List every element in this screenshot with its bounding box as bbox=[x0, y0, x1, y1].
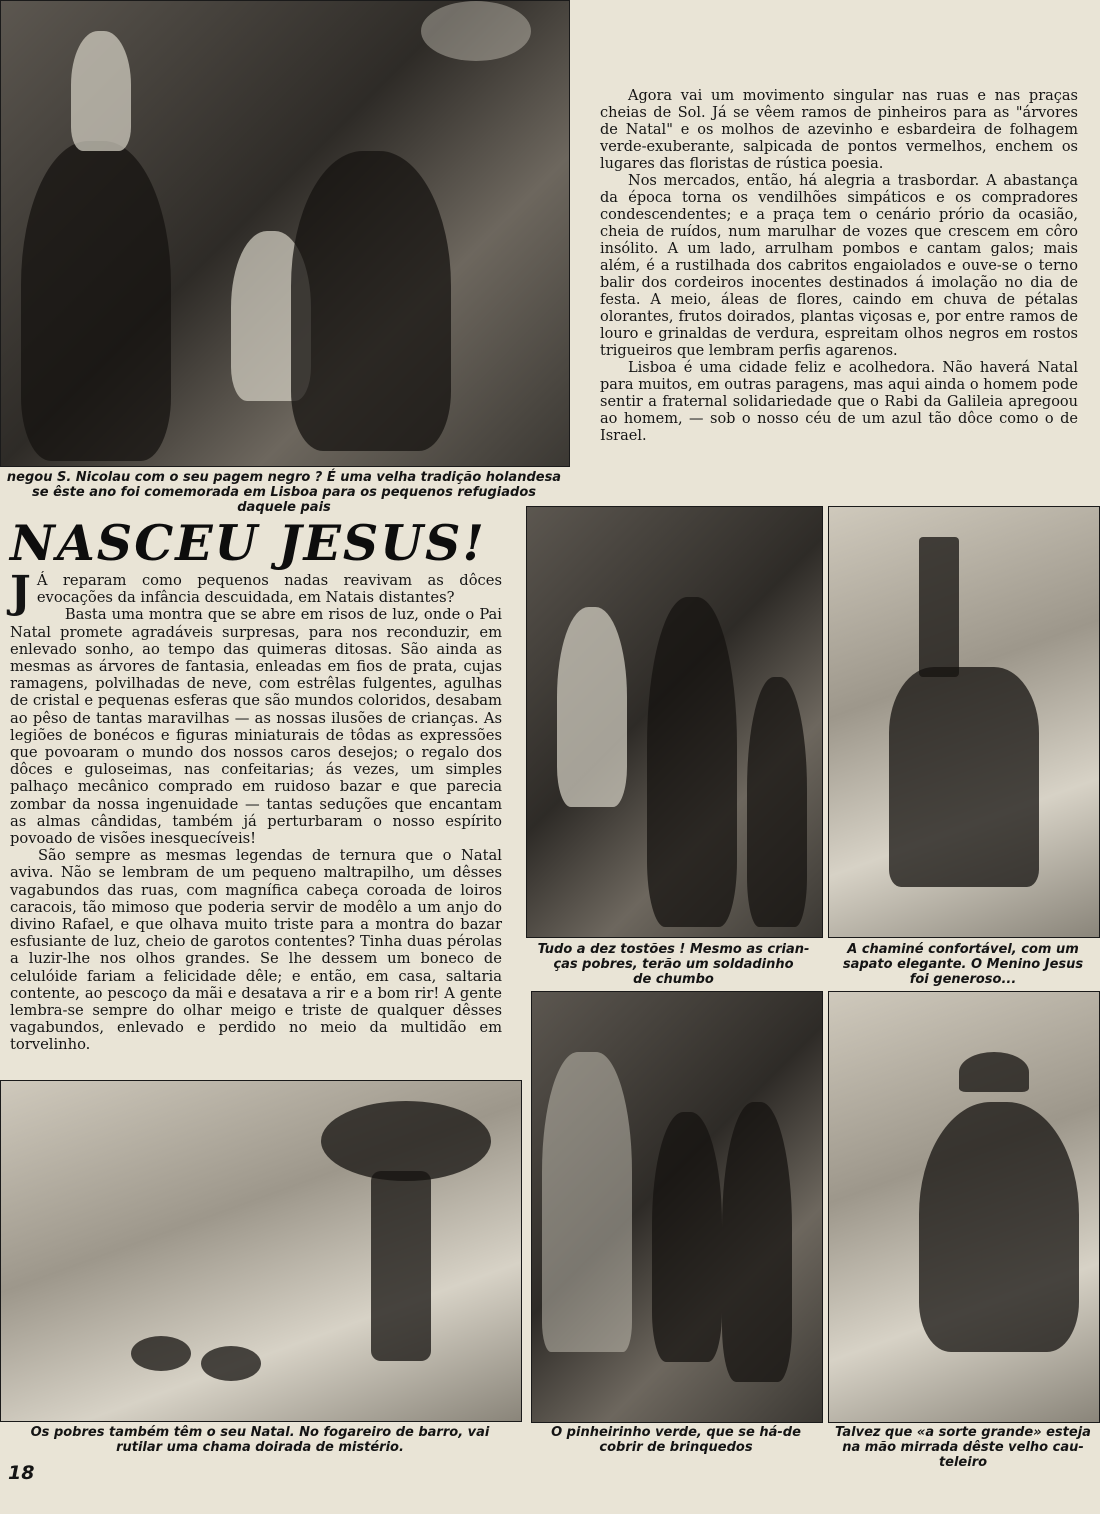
caption-stove: A chaminé confortável, com um sapato elegante. O Menino Jesus foi generoso... bbox=[842, 942, 1084, 987]
article-paragraph: Basta uma montra que se abre em risos de luz, onde o Pai Natal promete agradáveis surpresas, para nos reconduzir, em enlevado sonho, ao tempo das quimeras ditosas. São ainda as mesmas as árvores de fantasia, enleadas em fios de prata, cujas ramagens, polvilhadas de neve, com estrêlas fulgentes, agulhas de cristal e pequenas esferas que são mundos coloridos, desabam ao pêso de tantas maravilhas — as nossas ilusões de crianças. As legiões de bonécos e figuras miniaturais de tôdas as expressões que povoaram o mundo dos nossos caros desejos; o regalo dos dôces e guloseimas, nas confeitarias; ás vezes, um simples palhaço mecânico comprado em ruidoso bazar e que parecia zombar da nossa ingenuidade — tantas seduções que encantam as almas cândidas, também já perturbaram o nosso espírito povoado de visões inesquecíveis! bbox=[10, 606, 502, 848]
right-paragraph: Agora vai um movimento singular nas ruas e nas praças cheias de Sol. Já se vêem ramos de pinheiros para as "árvores de Natal" e os molhos de azevinho e esbardeira de folhagem verde-exuberante, salpicada de pontos vermelhos, enchem os lugares das floristas de rústica poesia. bbox=[600, 88, 1078, 172]
right-paragraph: Nos mercados, então, há alegria a trasbordar. A abastança da época torna os vendilhões simpáticos e os compradores condescendentes; e a praça tem o cenário prório da ocasião, cheia de ruídos, num marulhar de vozes que crescem em côro insólito. A um lado, arrulham pombos e cantam galos; mais além, é a rustilhada dos cabritos engaiolados e ouve-se o terno balir dos cordeiros inocentes destinados á imolação no dia de festa. A meio, áleas de flores, caindo em chuva de pétalas olorantes, frutos doirados, plantas viçosas e, por entre ramos de louro e grinaldas de verdura, espreitam olhos negros em rostos trigueiros que lembram perfis agarenos. bbox=[600, 173, 1078, 359]
photo-shoes bbox=[0, 1080, 522, 1422]
photo-market bbox=[526, 506, 823, 938]
photo-sao-nicolau bbox=[0, 0, 570, 467]
photo-tree bbox=[531, 991, 823, 1423]
caption-tree: O pinheirinho verde, que se há-de cobrir de brinquedos bbox=[551, 1425, 801, 1455]
dropcap: J bbox=[10, 567, 31, 618]
caption-sao-nicolau: negou S. Nicolau com o seu pagem negro ? É uma velha tradição holandesa se êste ano foi comemorada em Lisboa para os pequenos refugiados daquele pais bbox=[6, 470, 562, 515]
photo-lottery-seller bbox=[828, 991, 1100, 1423]
right-paragraph: Lisboa é uma cidade feliz e acolhedora. Não haverá Natal para muitos, em outras paragens, mas aqui ainda o homem pode sentir a fraternal solidariedade que o Rabi da Galileia apregoou ao homem, — sob o nosso céu de um azul tão dôce como o de Israel. bbox=[600, 360, 1078, 444]
article-headline: NASCEU JESUS! bbox=[10, 514, 486, 572]
article-paragraph: São sempre as mesmas legendas de ternura que o Natal aviva. Não se lembram de um pequeno maltrapilho, um dêsses vagabundos das ruas, com magnífica cabeça coroada de loiros caracois, tão mimoso que poderia servir de modêlo a um anjo do divino Rafael, e que olhava muito triste para a montra do bazar esfusiante de luz, cheio de garotos contentes? Tinha duas pérolas a luzir-lhe nos olhos grandes. Se lhe dessem um boneco de celulóide fariam a felicidade dêle; e então, em casa, saltaria contente, ao pescoço da mãi e desatava a rir e a bom rir! A gente lembra-se sempre do olhar meigo e triste de qualquer dêsses vagabundos, enlevado e perdido no meio da multidão em torvelinho. bbox=[10, 847, 502, 1054]
article-body bbox=[10, 567, 502, 1054]
caption-lottery-seller: Talvez que «a sorte grande» esteja na mão mirrada dêste velho cau- teleiro bbox=[835, 1425, 1091, 1470]
page-number: 18 bbox=[8, 1462, 35, 1484]
caption-market: Tudo a dez tostões ! Mesmo as crian- ças pobres, terão um soldadinho de chumbo bbox=[537, 942, 810, 987]
right-column-text bbox=[600, 88, 1078, 445]
photo-stove bbox=[828, 506, 1100, 938]
caption-shoes: Os pobres também têm o seu Natal. No fogareiro de barro, vai rutilar uma chama doirada de mistério. bbox=[30, 1425, 490, 1455]
article-paragraph: J Á reparam como pequenos nadas reavivam as dôces evocações da infância descuidada, em Natais distantes? bbox=[10, 567, 502, 618]
